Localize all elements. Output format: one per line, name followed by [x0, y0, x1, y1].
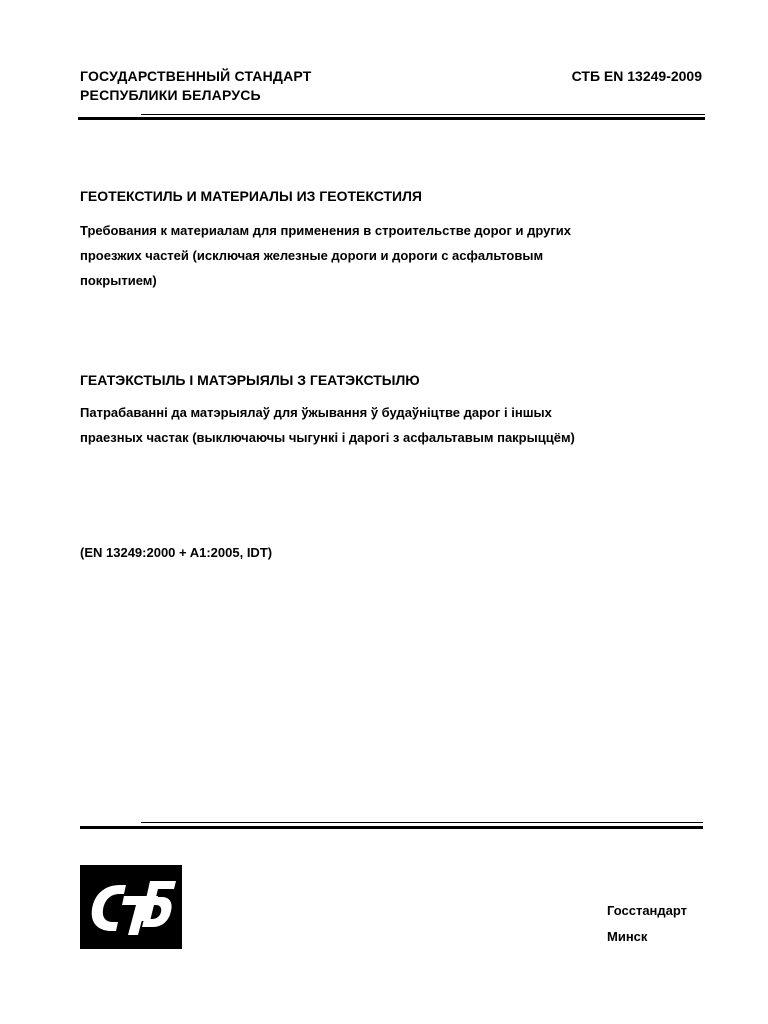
- subtitle-belarusian-line: праезных частак (выключаючы чыгункі і дарогі з асфальтавым пакрыццём): [80, 430, 575, 445]
- subtitle-belarusian-line: Патрабаванні да матэрыялаў для ўжывання ў будаўніцтве дарог і іншых: [80, 405, 552, 420]
- stb-logo-icon: [80, 865, 182, 949]
- header-line-2: РЕСПУБЛИКИ БЕЛАРУСЬ: [80, 87, 261, 103]
- publisher-city: Минск: [607, 929, 648, 944]
- identical-standard-reference: (EN 13249:2000 + A1:2005, IDT): [80, 545, 273, 560]
- footer-divider-thin: [141, 822, 703, 823]
- subtitle-russian: [80, 218, 680, 293]
- standard-designation: СТБ EN 13249-2009: [571, 68, 702, 84]
- subtitle-russian-line: Требования к материалам для применения в строительстве дорог и других: [80, 223, 572, 238]
- header-divider-thin: [141, 114, 705, 115]
- header-line-1: ГОСУДАРСТВЕННЫЙ СТАНДАРТ: [80, 68, 312, 84]
- footer-divider-thick: [80, 826, 703, 829]
- title-russian: ГЕОТЕКСТИЛЬ И МАТЕРИАЛЫ ИЗ ГЕОТЕКСТИЛЯ: [80, 188, 422, 204]
- subtitle-russian-line: покрытием): [80, 273, 157, 288]
- publisher-organization: Госстандарт: [607, 903, 688, 918]
- title-belarusian: ГЕАТЭКСТЫЛЬ І МАТЭРЫЯЛЫ З ГЕАТЭКСТЫЛЮ: [80, 372, 420, 388]
- subtitle-belarusian: [80, 400, 680, 450]
- standard-header: [80, 67, 312, 105]
- publisher-block: [607, 898, 687, 950]
- subtitle-russian-line: проезжих частей (исключая железные дороги и дороги с асфальтовым: [80, 248, 544, 263]
- header-divider-thick: [78, 117, 705, 120]
